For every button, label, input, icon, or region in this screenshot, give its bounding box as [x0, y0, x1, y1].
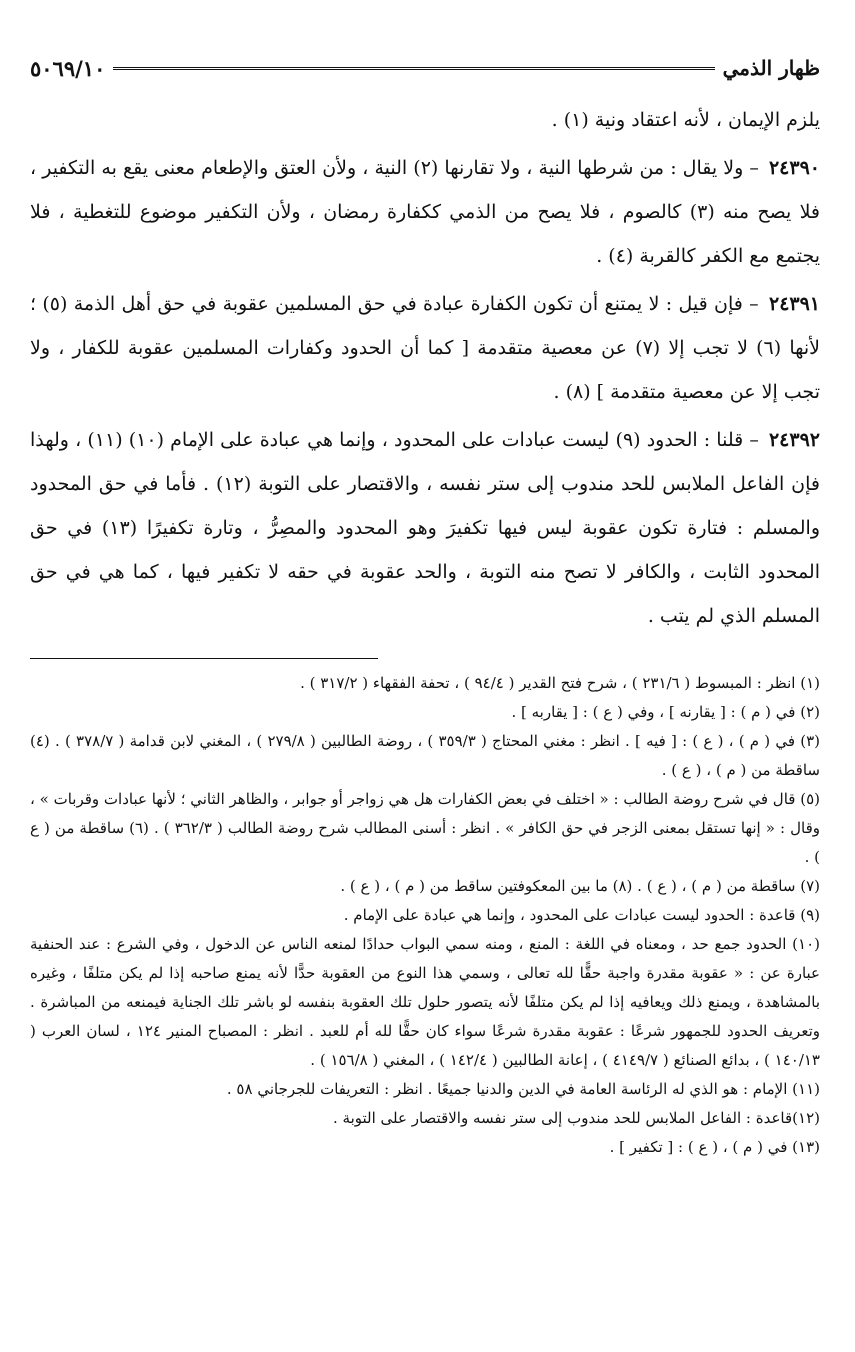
document-page [30, 48, 820, 1328]
footnote: (٥) قال في شرح روضة الطالب : « اختلف في بعض الكفارات هل هي زواجر أو جوابر ، والظاهر الثاني ؛ لأنها عبادات وقربات » ، وقال : « إنها تستقل بمعنى الزجر في حق الكافر » . انظر : أسنى المطالب شرح روضة الطالب ( ٣٦٢/٣ ) . (٦) ساقطة من ( ع ) . [30, 790, 820, 866]
running-header [30, 48, 820, 88]
footnote: (١٣) في ( م ) ، ( ع ) : [ تكفير ] . [609, 1138, 820, 1156]
footnote: (٩) قاعدة : الحدود ليست عبادات على المحدود ، وإنما هي عبادة على الإمام . [343, 906, 820, 924]
paragraph-text: – فإن قيل : لا يمتنع أن تكون الكفارة عبادة في حق المسلمين عقوبة في حق أهل الذمة (٥) ؛ لأنها (٦) لا تجب إلا (٧) عن معصية متقدمة [ كما أن الحدود وكفارات المسلمين عقوبة للكفار ، ولا تجب إلا عن معصية متقدمة ] (٨) . [30, 293, 820, 403]
paragraph-text: – ولا يقال : من شرطها النية ، ولا تقارنها (٢) النية ، ولأن العتق والإطعام معنى يقع به التكفير ، فلا يصح منه (٣) كالصوم ، فلا يصح من الذمي ككفارة رمضان ، ولأن التكفير موضوع للتغطية ، فلا يجتمع مع الكفر كالقربة (٤) . [30, 157, 820, 267]
footnote: (٧) ساقطة من ( م ) ، ( ع ) . (٨) ما بين المعكوفتين ساقط من ( م ) ، ( ع ) . [340, 877, 820, 895]
chapter-title: ظهار الذمي [722, 56, 820, 80]
footnotes [30, 669, 820, 1162]
header-rule [113, 67, 714, 72]
paragraph [30, 98, 820, 142]
footnote: (٣) في ( م ) ، ( ع ) : [ فيه ] . انظر : مغني المحتاج ( ٣٥٩/٣ ) ، روضة الطالبين ( ٢٧٩/٨ ) ، المغني لابن قدامة ( ٣٧٨/٧ ) . (٤) ساقطة من ( م ) ، ( ع ) . [30, 732, 820, 779]
paragraph [30, 146, 820, 278]
main-text [30, 98, 820, 638]
paragraph-text: يلزم الإيمان ، لأنه اعتقاد ونية (١) . [551, 109, 820, 131]
footnote: (١١) الإمام : هو الذي له الرئاسة العامة في الدين والدنيا جميعًا . انظر : التعريفات للجرجاني ٥٨ . [226, 1080, 820, 1098]
paragraph-text: – قلنا : الحدود (٩) ليست عبادات على المحدود ، وإنما هي عبادة على الإمام (١٠) (١١) ، ولهذا فإن الفاعل الملابس للحد مندوب إلى ستر نفسه ، والاقتصار على التوبة (١٢) . فأما في حق المحدود والمسلم : فتارة تكون عقوبة ليس فيها تكفيرَ وهو المحدود والمصِرُّ ، وتارة تكفيرًا (١٣) في حق المحدود الثابت ، والكافر لا تصح منه التوبة ، والحد عقوبة في حقه لا تكفير فيها ، كما هي في حق المسلم الذي لم يتب . [30, 429, 820, 627]
paragraph [30, 418, 820, 638]
footnote-separator [30, 658, 378, 659]
paragraph [30, 282, 820, 414]
paragraph-number: ٢٤٣٩٢ [768, 429, 820, 451]
footnote: (١٢)قاعدة : الفاعل الملابس للحد مندوب إلى ستر نفسه والاقتصار على التوبة . [333, 1109, 820, 1127]
paragraph-number: ٢٤٣٩٠ [768, 157, 820, 179]
footnote: (١٠) الحدود جمع حد ، ومعناه في اللغة : المنع ، ومنه سمي البواب حدادًا لمنعه الناس عن الدخول ، وفي الشرع : عند الحنفية عبارة عن : « عقوبة مقدرة واجبة حقًّا لله تعالى ، وسمي هذا النوع من العقوبة حدًّا لأنه يمنع صاحبه إذا لم يكن متلفًا ، وغيره بالمشاهدة ، ويمنع ذلك ويعافيه إذا لم يكن متلفًا لأنه يتصور حلول تلك العقوبة بنفسه لو باشر تلك الجناية فيمنعه من المباشرة . وتعريف الحدود للجمهور شرعًا : عقوبة مقدرة شرعًا سواء كان حقًّا لله أم للعبد . انظر : المصباح المنير ١٢٤ ، لسان العرب ( ١٤٠/١٣ ) ، بدائع الصنائع ( ٤١٤٩/٧ ) ، إعانة الطالبين ( ١٤٢/٤ ) ، المغني ( ١٥٦/٨ ) . [30, 935, 820, 1069]
page-number: ٥٠٦٩/١٠ [30, 55, 106, 81]
footnote: (٢) في ( م ) : [ يقارنه ] ، وفي ( ع ) : [ يقاربه ] . [511, 703, 820, 721]
paragraph-number: ٢٤٣٩١ [768, 293, 821, 315]
footnote: (١) انظر : المبسوط ( ٢٣١/٦ ) ، شرح فتح القدير ( ٩٤/٤ ) ، تحفة الفقهاء ( ٣١٧/٢ ) . [300, 674, 820, 692]
